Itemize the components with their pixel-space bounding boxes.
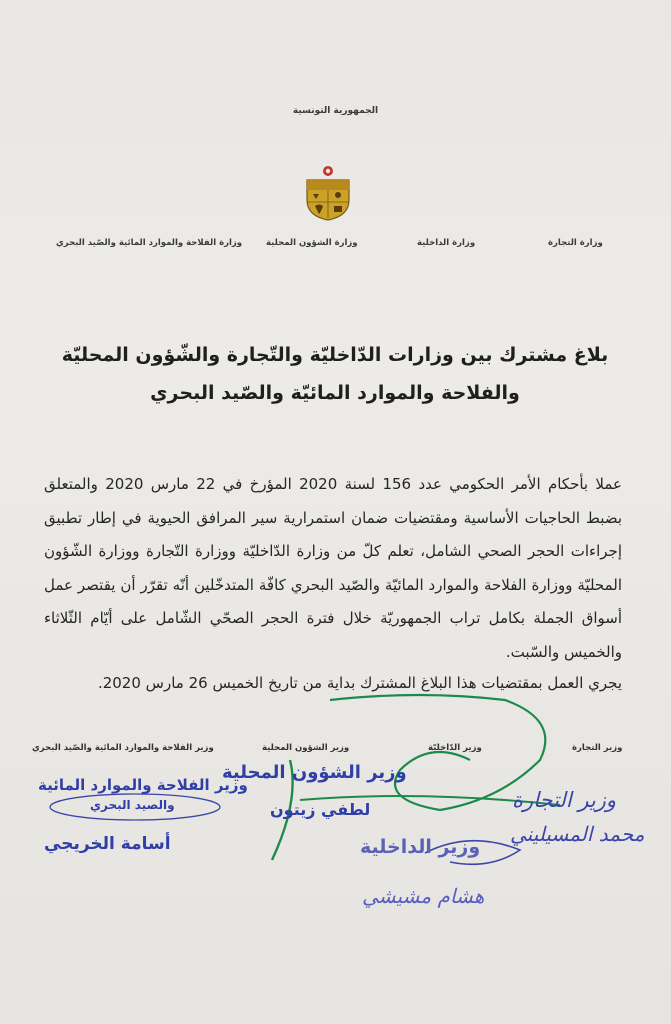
ministry-local-affairs-label: وزارة الشؤون المحلية [266, 238, 358, 248]
signature-title-local-affairs: وزير الشؤون المحلية [262, 743, 350, 753]
body-paragraph-2: يجري العمل بمقتضيات هذا البلاغ المشترك بداية من تاريخ الخميس 26 مارس 2020. [97, 674, 622, 692]
stamp-interior-title: وزير الداخلية [360, 836, 481, 858]
stamp-trade-name: محمد المسيليني [510, 822, 645, 846]
signature-title-interior: وزير الدّاخليّة [428, 743, 482, 753]
stamp-local-affairs-name: لطفي زيتون [270, 800, 371, 819]
ministry-trade-label: وزارة التجارة [548, 238, 603, 248]
stamp-agriculture-line2: والصيد البحري [90, 798, 175, 812]
ministry-interior-label: وزارة الداخلية [417, 238, 476, 248]
stamp-agriculture-name: أسامة الخريجي [44, 834, 171, 854]
signature-title-trade: وزير التجارة [572, 743, 623, 753]
stamp-trade-title: وزير التجارة [512, 788, 617, 812]
stamp-agriculture-line1: وزير الفلاحة والموارد المائية [38, 776, 248, 794]
ministry-agriculture-label: وزارة الفلاحة والموارد المائية والصّيد البحري [56, 238, 243, 248]
stamp-interior-name: هشام مشيشي [362, 884, 485, 908]
body-paragraph-1: عملا بأحكام الأمر الحكومي عدد 156 لسنة 2020 المؤرخ في 22 مارس 2020 والمتعلق بضبط الحاجيات الأساسية ومقتضيات ضمان استمرارية سير المرافق الحيوية في إطار تطبيق إجراءات الحجر الصحي الشامل، تعلم كلّ من وزارة الدّاخليّة ووزارة التّجارة ووزارة الشّؤون المحليّة ووزارة الفلاحة والموارد المائيّة والصّيد البحري كافّة المتدخّلين أنّه تقرّر أن يقتصر عمل أسواق الجملة بكامل تراب الجمهوريّة خلال فترة الحجر الصحّي الشّامل على أيّام الثّلاثاء والخميس والسّبت. [44, 475, 623, 661]
communique-title-line1: بلاغ مشترك بين وزارات الدّاخليّة والتّجارة والشّؤون المحليّة [61, 344, 609, 366]
stamp-local-affairs-title: وزير الشؤون المحلية [222, 762, 407, 783]
communique-title-line2: والفلاحة والموارد المائيّة والصّيد البحري [150, 382, 520, 404]
signature-title-agriculture: وزير الفلاحة والموارد المائية والصّيد البحري [32, 743, 214, 753]
republic-heading: الجمهورية التونسية [292, 106, 379, 116]
